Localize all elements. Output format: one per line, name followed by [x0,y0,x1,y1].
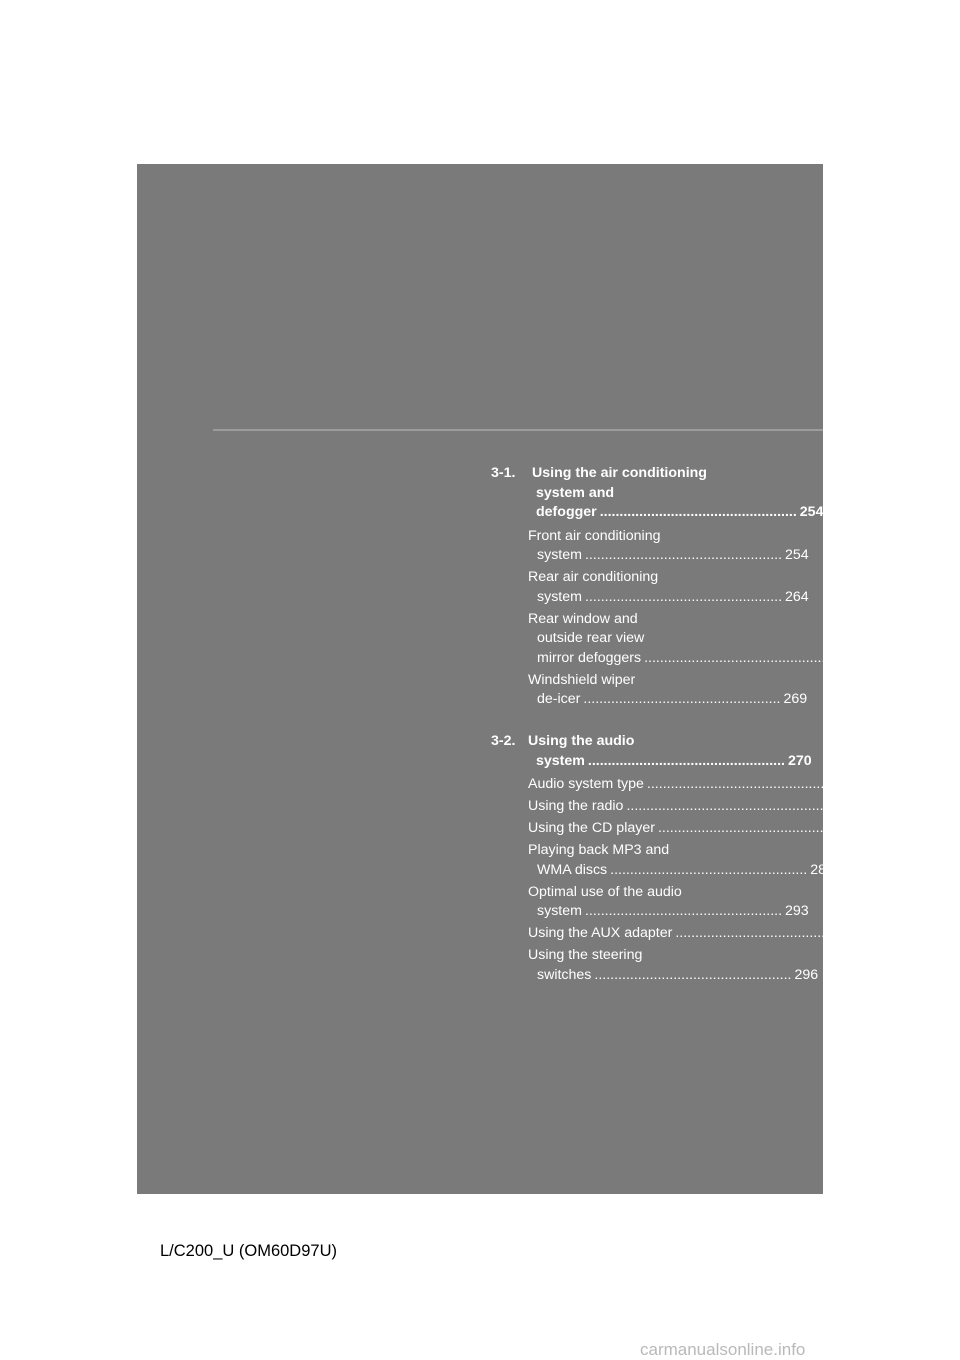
dot-leader: .................................................. [584,588,783,605]
dot-leader: .................................................. [587,752,785,769]
item-leader [528,690,808,710]
toc-item[interactable] [528,841,834,880]
item-leader [528,797,851,817]
item-leader [528,649,868,669]
page-ref: 254 [785,547,809,563]
item-leader [528,902,809,922]
toc-item[interactable] [528,610,868,669]
section-title-last: system [536,752,585,769]
item-line: Rear air conditioning [528,569,659,585]
dot-leader: .................................................. [584,903,783,919]
toc-items-3-2 [491,775,900,985]
toc-items-3-1 [491,527,868,710]
page-ref: 293 [785,903,809,919]
toc-item[interactable] [528,527,809,566]
header-divider [213,429,823,431]
section-title-line: system and [536,484,615,501]
dot-leader: .................................................. [599,504,797,520]
toc-item[interactable] [528,924,900,944]
item-line: outside rear view [537,630,645,646]
page-ref: 277 [858,820,882,836]
toc-item[interactable] [528,819,882,839]
page-ref: 285 [810,861,834,878]
page-ref: 254 [799,504,824,520]
item-leader [528,924,900,944]
item-leader [528,588,809,608]
section-title-leader [532,752,812,772]
item-line: Front air conditioning [528,527,661,544]
toc-section-3-2[interactable] [491,732,812,771]
dot-leader: .................................................. [646,776,845,792]
page-ref: 269 [783,691,808,707]
item-last: system [537,903,582,919]
page-ref: 268 [844,649,868,666]
toc-item[interactable] [528,775,871,795]
item-line: Windshield wiper [528,671,636,688]
item-last: WMA discs [537,861,608,878]
item-line: Optimal use of the audio [528,883,682,900]
section-title-line: Using the audio [528,733,635,749]
item-last: de-icer [537,691,581,707]
page-ref: 295 [875,925,900,941]
page-ref: 270 [847,776,871,792]
dot-leader: .................................................. [675,925,873,941]
item-last: Audio system type [528,776,644,792]
dot-leader: .................................................. [657,820,856,836]
dot-leader: .................................................. [584,547,783,563]
item-last: Using the AUX adapter [528,925,673,941]
dot-leader: .................................................. [610,861,808,878]
item-line: Playing back MP3 and [528,842,670,858]
section-number: 3-2. [491,733,516,749]
table-of-contents [491,464,900,988]
toc-item[interactable] [528,883,809,922]
toc-item[interactable] [528,797,851,817]
item-leader [528,819,882,839]
item-last: system [537,588,582,605]
page-number: 252 [338,1274,360,1289]
toc-item[interactable] [528,946,819,985]
section-number: 3-1. [491,465,516,481]
section-title-line: Using the air conditioning [532,465,707,481]
toc-item[interactable] [528,568,809,607]
section-title-last: defogger [536,504,597,520]
page-ref: 296 [794,966,819,983]
watermark: carmanualsonline.info [640,1340,806,1359]
dot-leader: .................................................. [583,691,781,707]
document-code-footer: L/C200_U (OM60D97U) [160,1242,337,1260]
toc-section-3-1[interactable] [491,464,824,523]
toc-item[interactable] [528,671,808,710]
item-line: Using the steering [528,947,643,963]
page-ref: 272 [826,798,851,814]
item-last: switches [537,966,592,983]
dot-leader: .................................................. [594,966,792,983]
item-leader [528,546,809,566]
section-title-leader [536,503,824,523]
item-leader [528,966,819,986]
item-last: system [537,547,582,563]
dot-leader: .................................................. [626,798,824,814]
item-line: Rear window and [528,610,638,627]
item-leader [528,861,834,881]
dot-leader: .................................................. [644,649,842,666]
page-ref: 270 [788,752,812,769]
item-last: Using the CD player [528,820,655,836]
item-last: mirror defoggers [537,649,642,666]
item-leader [528,775,871,795]
item-last: Using the radio [528,798,624,814]
page-ref: 264 [785,588,809,605]
